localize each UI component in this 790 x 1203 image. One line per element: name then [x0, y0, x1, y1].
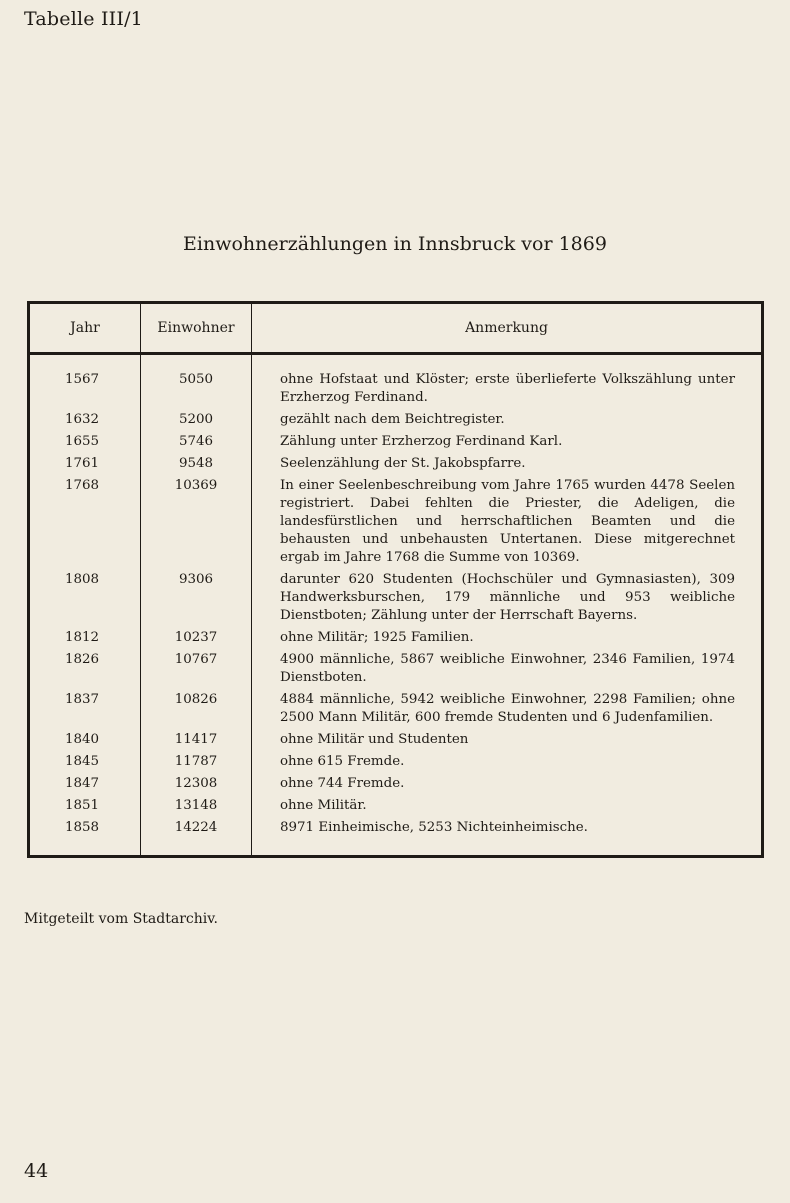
- anmerkung-cell: In einer Seelenbeschreibung vom Jahre 1765 wurden 4478 Seelen registriert. Dabei fehlten die Priester, die Adeligen, die landesfürstlichen und herrschaftlichen Beamten und die behausten und unbehausten Untertanen. Diese mitgerechnet ergab im Jahre 1768 die Summe von 10369.: [280, 478, 735, 565]
- population-table: [27, 301, 764, 858]
- table-row: [29, 453, 763, 475]
- column-header-anmerkung: Anmerkung: [252, 303, 763, 354]
- jahr-cell: 1826: [29, 649, 141, 689]
- table-row: [29, 795, 763, 817]
- jahr-cell: 1761: [29, 453, 141, 475]
- table-row: [29, 817, 763, 857]
- jahr-cell: 1808: [29, 569, 141, 627]
- jahr-cell: 1840: [29, 729, 141, 751]
- jahr-cell: 1845: [29, 751, 141, 773]
- jahr-cell: 1567: [29, 354, 141, 410]
- einwohner-cell: 10237: [141, 627, 252, 649]
- table-row: [29, 354, 763, 410]
- einwohner-cell: 11417: [141, 729, 252, 751]
- einwohner-cell: 5200: [141, 409, 252, 431]
- table-header-row: [29, 303, 763, 354]
- einwohner-cell: 13148: [141, 795, 252, 817]
- table-title: Einwohnerzählungen in Innsbruck vor 1869: [183, 233, 607, 255]
- jahr-cell: 1847: [29, 773, 141, 795]
- jahr-cell: 1837: [29, 689, 141, 729]
- table-row: [29, 649, 763, 689]
- table-row: [29, 475, 763, 569]
- table-row: [29, 729, 763, 751]
- table-row: [29, 751, 763, 773]
- einwohner-cell: 9306: [141, 569, 252, 627]
- jahr-cell: 1768: [29, 475, 141, 569]
- anmerkung-cell: ohne Hofstaat und Klöster; erste überlieferte Volkszählung unter Erzherzog Ferdinand.: [280, 372, 735, 405]
- source-note: Mitgeteilt vom Stadtarchiv.: [24, 911, 218, 927]
- anmerkung-cell: ohne Militär.: [280, 798, 367, 813]
- anmerkung-cell: ohne 744 Fremde.: [280, 776, 405, 791]
- anmerkung-cell: gezählt nach dem Beichtregister.: [280, 412, 505, 427]
- jahr-cell: 1632: [29, 409, 141, 431]
- table-row: [29, 409, 763, 431]
- page-number: 44: [24, 1160, 49, 1182]
- einwohner-cell: 12308: [141, 773, 252, 795]
- anmerkung-cell: Seelenzählung der St. Jakobspfarre.: [280, 456, 526, 471]
- anmerkung-cell: 4884 männliche, 5942 weibliche Einwohner, 2298 Familien; ohne 2500 Mann Militär, 600 fremde Studenten und 6 Judenfamilien.: [280, 692, 735, 725]
- einwohner-cell: 10767: [141, 649, 252, 689]
- einwohner-cell: 14224: [141, 817, 252, 857]
- anmerkung-cell: ohne Militär und Studenten: [280, 732, 469, 747]
- table-label: Tabelle III/1: [24, 8, 143, 30]
- anmerkung-cell: ohne Militär; 1925 Familien.: [280, 630, 474, 645]
- einwohner-cell: 5050: [141, 354, 252, 410]
- anmerkung-cell: 8971 Einheimische, 5253 Nichteinheimische.: [280, 820, 588, 835]
- anmerkung-cell: Zählung unter Erzherzog Ferdinand Karl.: [280, 434, 563, 449]
- einwohner-cell: 10826: [141, 689, 252, 729]
- table-row: [29, 431, 763, 453]
- table-row: [29, 627, 763, 649]
- anmerkung-cell: darunter 620 Studenten (Hochschüler und Gymnasiasten), 309 Handwerksburschen, 179 männliche und 953 weibliche Dienstboten; Zählung unter der Herrschaft Bayerns.: [280, 572, 735, 623]
- anmerkung-cell: 4900 männliche, 5867 weibliche Einwohner, 2346 Familien, 1974 Dienstboten.: [280, 652, 735, 685]
- table-row: [29, 569, 763, 627]
- table-body: [29, 354, 763, 857]
- einwohner-cell: 5746: [141, 431, 252, 453]
- einwohner-cell: 11787: [141, 751, 252, 773]
- einwohner-cell: 10369: [141, 475, 252, 569]
- jahr-cell: 1858: [29, 817, 141, 857]
- anmerkung-cell: ohne 615 Fremde.: [280, 754, 405, 769]
- table-row: [29, 773, 763, 795]
- jahr-cell: 1812: [29, 627, 141, 649]
- jahr-cell: 1655: [29, 431, 141, 453]
- column-header-einwohner: Einwohner: [141, 303, 252, 354]
- column-header-jahr: Jahr: [29, 303, 141, 354]
- einwohner-cell: 9548: [141, 453, 252, 475]
- jahr-cell: 1851: [29, 795, 141, 817]
- table-row: [29, 689, 763, 729]
